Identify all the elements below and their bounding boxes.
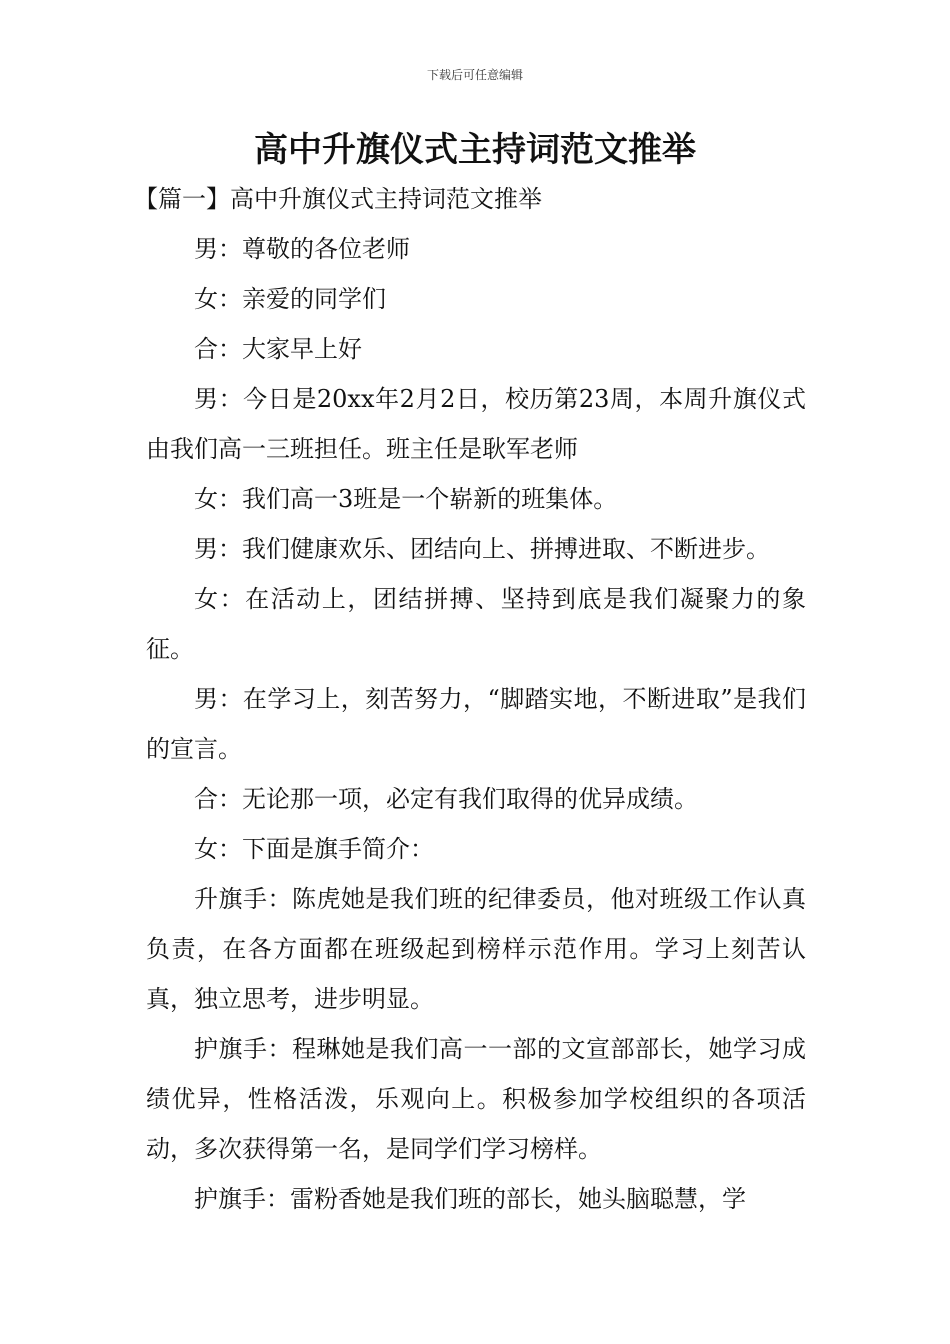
document-title: 高中升旗仪式主持词范文推举	[254, 130, 696, 170]
paragraph: 女：在活动上，团结拼搏、坚持到底是我们凝聚力的象征。	[146, 585, 806, 663]
section-heading: 【篇一】高中升旗仪式主持词范文推举	[134, 185, 542, 213]
paragraph: 男：今日是20xx年2月2日，校历第23周，本周升旗仪式由我们高一三班担任。班主任是耿军老师	[146, 385, 806, 463]
paragraph: 男：尊敬的各位老师	[194, 235, 410, 263]
paragraph: 女：下面是旗手简介：	[194, 835, 434, 863]
paragraph: 男：我们健康欢乐、团结向上、拼搏进取、不断进步。	[194, 535, 770, 563]
document-body	[134, 174, 806, 1224]
paragraph: 升旗手：陈虎她是我们班的纪律委员，他对班级工作认真负责，在各方面都在班级起到榜样示范作用。学习上刻苦认真，独立思考，进步明显。	[146, 885, 806, 1013]
paragraph: 女：亲爱的同学们	[194, 285, 386, 313]
paragraph: 护旗手：雷粉香她是我们班的部长，她头脑聪慧，学	[194, 1185, 746, 1213]
paragraph: 合：无论那一项，必定有我们取得的优异成绩。	[194, 785, 698, 813]
paragraph: 护旗手：程琳她是我们高一一部的文宣部部长，她学习成绩优异，性格活泼，乐观向上。积极参加学校组织的各项活动，多次获得第一名，是同学们学习榜样。	[146, 1035, 806, 1163]
paragraph: 女：我们高一3班是一个崭新的班集体。	[194, 485, 618, 513]
paragraph: 男：在学习上，刻苦努力，“脚踏实地，不断进取”是我们的宣言。	[146, 685, 806, 763]
paragraph: 合：大家早上好	[194, 335, 362, 363]
header-note: 下载后可任意编辑	[426, 68, 523, 82]
